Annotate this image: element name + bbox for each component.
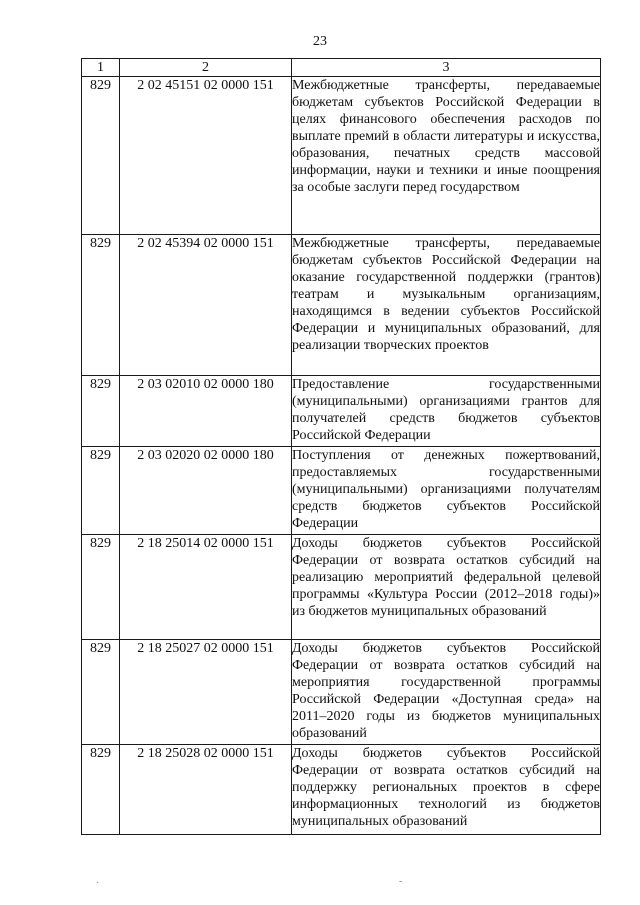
budget-code-cell: 2 18 25027 02 0000 151: [120, 640, 292, 745]
budget-code-cell: 2 03 02020 02 0000 180: [120, 447, 292, 535]
table-row: [82, 376, 601, 447]
table-row: [82, 77, 601, 235]
admin-code-cell: 829: [82, 535, 120, 640]
budget-code-cell: 2 18 25014 02 0000 151: [120, 535, 292, 640]
table-row: [82, 447, 601, 535]
budget-code-cell: 2 02 45394 02 0000 151: [120, 235, 292, 376]
table-row: [82, 640, 601, 745]
description-cell: Межбюджетные трансферты, передаваемые бюджетам субъектов Российской Федерации на оказание государственной поддержки (грантов) театрам и музыкальным организациям, находящимся в ведении субъектов Российской Федерации и муниципальных образований, для реализации творческих проектов: [292, 235, 601, 376]
column-header-3: 3: [292, 59, 601, 77]
admin-code-cell: 829: [82, 640, 120, 745]
column-header-2: 2: [120, 59, 292, 77]
column-header-1: 1: [82, 59, 120, 77]
description-cell: Доходы бюджетов субъектов Российской Федерации от возврата остатков субсидий на поддержку региональных проектов в сфере информационных технологий из бюджетов муниципальных образований: [292, 745, 601, 835]
scan-dot: ·: [96, 878, 100, 889]
admin-code-cell: 829: [82, 745, 120, 835]
admin-code-cell: 829: [82, 447, 120, 535]
description-cell: Предоставление государственными (муниципальными) организациями грантов для получателей средств бюджетов субъектов Российской Федерации: [292, 376, 601, 447]
description-cell: Поступления от денежных пожертвований, предоставляемых государственными (муниципальными) организациями получателям средств бюджетов субъектов Российской Федерации: [292, 447, 601, 535]
scan-dot: -: [399, 876, 403, 887]
page-number: 23: [313, 34, 327, 49]
table-header-row: [82, 59, 601, 77]
table-row: [82, 745, 601, 835]
scan-artifacts: [0, 876, 640, 896]
budget-code-cell: 2 18 25028 02 0000 151: [120, 745, 292, 835]
budget-code-cell: 2 03 02010 02 0000 180: [120, 376, 292, 447]
description-cell: Доходы бюджетов субъектов Российской Федерации от возврата остатков субсидий на мероприятия государственной программы Российской Федерации «Доступная среда» на 2011–2020 годы из бюджетов муниципальных образований: [292, 640, 601, 745]
description-cell: Доходы бюджетов субъектов Российской Федерации от возврата остатков субсидий на реализацию мероприятий федеральной целевой программы «Культура России (2012–2018 годы)» из бюджетов муниципальных образований: [292, 535, 601, 640]
admin-code-cell: 829: [82, 77, 120, 235]
revenue-codes-table: [81, 58, 601, 835]
table-row: [82, 235, 601, 376]
table-row: [82, 535, 601, 640]
admin-code-cell: 829: [82, 235, 120, 376]
description-cell: Межбюджетные трансферты, передаваемые бюджетам субъектов Российской Федерации в целях финансового обеспечения расходов по выплате премий в области литературы и искусства, образования, печатных средств массовой информации, науки и техники и иные поощрения за особые заслуги перед государством: [292, 77, 601, 235]
admin-code-cell: 829: [82, 376, 120, 447]
budget-code-cell: 2 02 45151 02 0000 151: [120, 77, 292, 235]
